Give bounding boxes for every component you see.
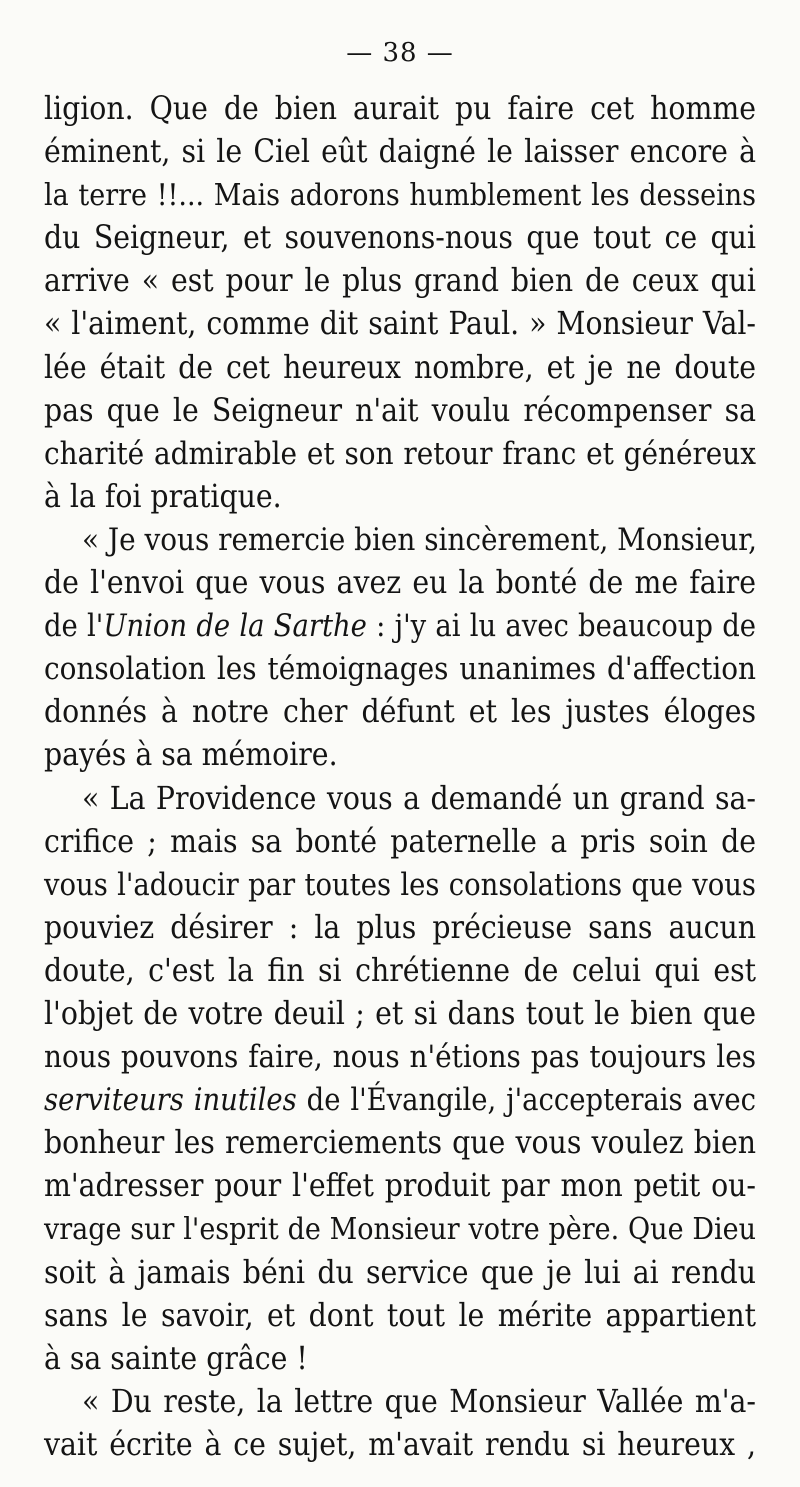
text-line: sans le savoir, et dont tout le mérite appartient [44, 1297, 756, 1334]
text-line: pouviez désirer : la plus précieuse sans aucun [44, 909, 756, 946]
text-line: du Seigneur, et souvenons-nous que tout ce qui [44, 220, 756, 257]
text-line: consolation les témoignages unanimes d'affection [44, 651, 756, 688]
text-line: pas que le Seigneur n'ait voulu récompenser sa [44, 392, 756, 429]
text-line: à la foi pratique. [44, 478, 282, 515]
text-line: m'adresser pour l'effet produit par mon petit ou- [44, 1168, 756, 1205]
text-line [44, 1079, 756, 1122]
text-segment: : j'y ai lu avec beaucoup de [366, 609, 756, 645]
text-line: soit à jamais béni du service que je lui ai rendu [44, 1254, 756, 1291]
text-line: lée était de cet heureux nombre, et je ne doute [44, 349, 756, 386]
text-line: de l'envoi que vous avez eu la bonté de me faire [44, 565, 756, 602]
text-line: ligion. Que de bien aurait pu faire cet homme [44, 91, 756, 127]
text-line: nous pouvons faire, nous n'étions pas toujours les [44, 1039, 756, 1076]
text-line: « Du reste, la lettre que Monsieur Vallée m'a- [82, 1383, 756, 1420]
italic-title: serviteurs inutiles [44, 1083, 297, 1119]
text-segment: de l'Évangile, j'accepterais avec [296, 1083, 756, 1119]
text-line: « La Providence vous a demandé un grand sa- [82, 780, 756, 817]
text-line: l'objet de votre deuil ; et si dans tout le bien que [44, 995, 756, 1032]
text-line: charité admirable et son retour franc et généreux [44, 435, 756, 472]
body-text [44, 88, 756, 1467]
text-line: vait écrite à ce sujet, m'avait rendu si heureux , [44, 1426, 756, 1463]
text-line: payés à sa mémoire. [44, 737, 338, 774]
text-line: vrage sur l'esprit de Monsieur votre père. Que Dieu [44, 1212, 756, 1248]
text-line: la terre !!... Mais adorons humblement les desseins [44, 178, 756, 214]
text-line: donnés à notre cher défunt et les justes éloges [44, 694, 756, 731]
text-line: à sa sainte grâce ! [44, 1340, 308, 1377]
text-line: doute, c'est la fin si chrétienne de celui qui est [44, 952, 756, 989]
text-line: arrive « est pour le plus grand bien de ceux qui [44, 263, 756, 300]
text-line: « l'aiment, comme dit saint Paul. » Monsieur Val- [44, 306, 756, 343]
text-segment: de l' [44, 609, 104, 645]
italic-title: Union de la Sarthe [103, 609, 367, 645]
text-line: crifice ; mais sa bonté paternelle a pris soin de [44, 823, 756, 860]
text-line: vous l'adoucir par toutes les consolations que vous [44, 867, 756, 903]
text-line: « Je vous remercie bien sincèrement, Monsieur, [82, 521, 757, 558]
text-line [44, 605, 756, 648]
page-number: — 38 — [346, 38, 454, 68]
text-line: bonheur les remerciements que vous voulez bien [44, 1125, 756, 1162]
text-line: éminent, si le Ciel eût daigné le laisser encore à [44, 134, 756, 171]
